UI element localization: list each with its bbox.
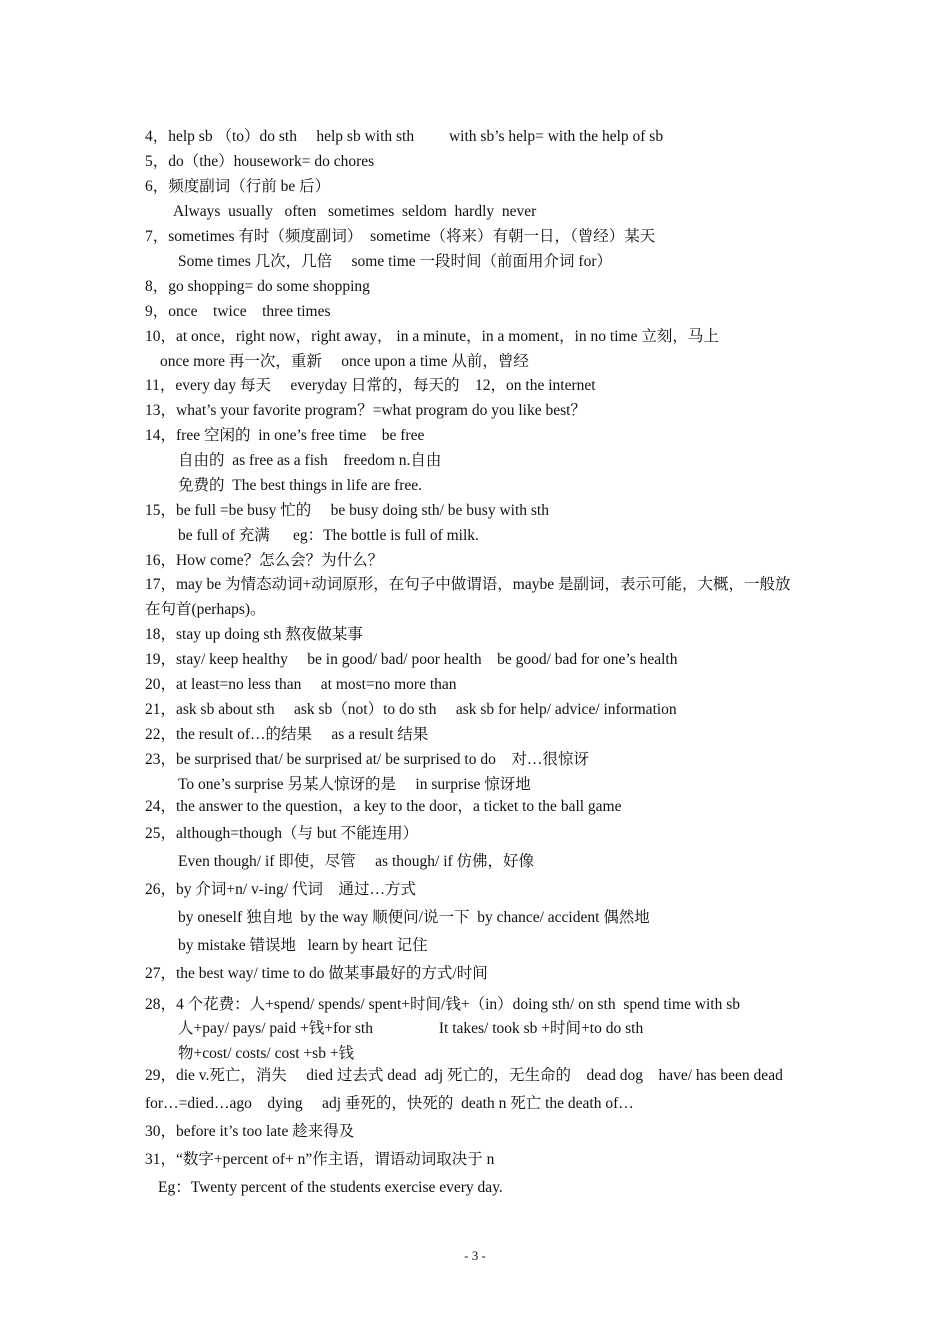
text-line: 免费的 The best things in life are free.	[178, 477, 423, 494]
text-line: 7，sometimes 有时（频度副词） sometime（将来）有朝一日，（曾经）某天	[145, 228, 656, 245]
text-line: 19，stay/ keep healthy be in good/ bad/ poor health be good/ bad for one’s health	[145, 651, 678, 668]
text-line: 4，help sb （to）do sth help sb with sth with sb’s help= with the help of sb	[145, 128, 664, 145]
text-line: 28，4 个花费：人+spend/ spends/ spent+时间/钱+（in）doing sth/ on sth spend time with sb	[145, 996, 740, 1013]
text-line: 16，How come？怎么会？为什么？	[145, 552, 384, 569]
text-line: 15，be full =be busy 忙的 be busy doing sth/ be busy with sth	[145, 502, 549, 519]
text-line: for…=died…ago dying adj 垂死的，快死的 death n 死亡 the death of…	[145, 1095, 634, 1112]
text-line: 24，the answer to the question，a key to the door，a ticket to the ball game	[145, 798, 622, 815]
text-line: 10，at once，right now，right away， in a minute，in a moment，in no time 立刻，马上	[145, 328, 719, 345]
text-line: 22，the result of…的结果 as a result 结果	[145, 726, 429, 743]
text-line: 20，at least=no less than at most=no more than	[145, 676, 457, 693]
text-line: 30，before it’s too late 趁来得及	[145, 1123, 355, 1140]
text-line: 8，go shopping= do some shopping	[145, 278, 370, 295]
text-line: 9，once twice three times	[145, 303, 331, 320]
text-line: 5，do（the）housework= do chores	[145, 153, 375, 170]
text-line: 在句首(perhaps)。	[145, 601, 266, 618]
text-line: 11，every day 每天 everyday 日常的，每天的 12，on the internet	[145, 377, 596, 394]
text-line: To one’s surprise 另某人惊讶的是 in surprise 惊讶地	[178, 776, 531, 793]
text-line: 23，be surprised that/ be surprised at/ be surprised to do 对…很惊讶	[145, 751, 589, 768]
text-line: Eg：Twenty percent of the students exercise every day.	[158, 1179, 503, 1196]
text-line: Always usually often sometimes seldom hardly never	[173, 203, 537, 220]
text-line: 17，may be 为情态动词+动词原形，在句子中做谓语，maybe 是副词，表示可能，大概，一般放	[145, 576, 791, 593]
text-line: Even though/ if 即使，尽管 as though/ if 仿佛，好像	[178, 853, 535, 870]
text-line: 14，free 空闲的 in one’s free time be free	[145, 427, 425, 444]
text-line: 6，频度副词（行前 be 后）	[145, 178, 331, 195]
text-line: be full of 充满 eg：The bottle is full of milk.	[178, 527, 479, 544]
text-line: 25，although=though（与 but 不能连用）	[145, 825, 419, 842]
text-line: once more 再一次，重新 once upon a time 从前，曾经	[160, 353, 529, 370]
text-line: 13，what’s your favorite program？=what program do you like best？	[145, 402, 586, 419]
text-line: 27，the best way/ time to do 做某事最好的方式/时间	[145, 965, 488, 982]
text-line: by oneself 独自地 by the way 顺便问/说一下 by chance/ accident 偶然地	[178, 909, 650, 926]
text-line: by mistake 错误地 learn by heart 记住	[178, 937, 428, 954]
text-line: 21，ask sb about sth ask sb（not）to do sth ask sb for help/ advice/ information	[145, 701, 677, 718]
text-line: 自由的 as free as a fish freedom n.自由	[178, 452, 442, 469]
text-line: 人+pay/ pays/ paid +钱+for sth It takes/ took sb +时间+to do sth	[178, 1020, 644, 1037]
text-line: 18，stay up doing sth 熬夜做某事	[145, 626, 363, 643]
text-line: 29，die v.死亡，消失 died 过去式 dead adj 死亡的，无生命的 dead dog have/ has been dead	[145, 1067, 783, 1084]
text-line: 物+cost/ costs/ cost +sb +钱	[178, 1045, 355, 1062]
text-line: 31，“数字+percent of+ n”作主语，谓语动词取决于 n	[145, 1151, 495, 1168]
text-line: 26，by 介词+n/ v-ing/ 代词 通过…方式	[145, 881, 416, 898]
page-number: - 3 -	[464, 1248, 486, 1263]
text-line: Some times 几次，几倍 some time 一段时间（前面用介词 for）	[178, 253, 612, 270]
